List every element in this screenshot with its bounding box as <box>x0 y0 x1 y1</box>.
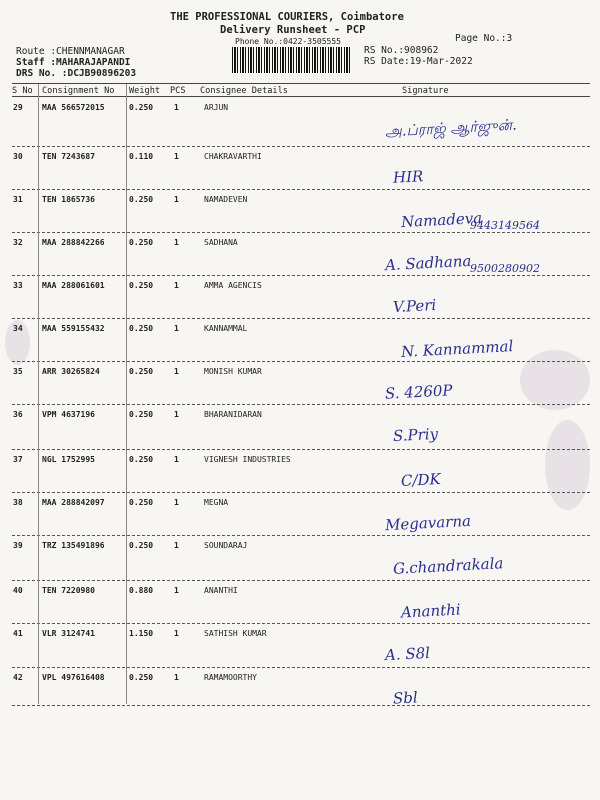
row-consignment: TEN 7220980 <box>42 586 95 595</box>
staff: Staff :MAHARAJAPANDI <box>16 57 131 68</box>
row-sno: 42 <box>13 673 23 682</box>
row-weight: 0.250 <box>129 410 154 419</box>
row-consignee: SOUNDARAJ <box>204 541 248 550</box>
row-sno: 41 <box>13 629 23 638</box>
row-consignee: ANANTHI <box>204 586 238 595</box>
row-signature: G.chandrakala <box>392 554 504 578</box>
header-rule-top <box>12 83 590 84</box>
row-pcs: 1 <box>174 541 179 550</box>
row-consignee: KANNAMMAL <box>204 324 248 333</box>
row-divider <box>12 705 590 706</box>
row-divider <box>12 189 590 190</box>
row-consignment: MAA 559155432 <box>42 324 105 333</box>
row-sno: 32 <box>13 238 23 247</box>
row-weight: 0.250 <box>129 238 154 247</box>
row-divider <box>12 667 590 668</box>
row-signature: HIR <box>392 167 424 187</box>
row-pcs: 1 <box>174 152 179 161</box>
col-divider <box>126 84 127 704</box>
row-consignee: CHAKRAVARTHI <box>204 152 262 161</box>
row-divider <box>12 275 590 276</box>
row-signature-phone: 9443149564 <box>470 219 540 232</box>
row-consignee: SATHISH KUMAR <box>204 629 267 638</box>
row-weight: 0.880 <box>129 586 154 595</box>
route: Route :CHENNMANAGAR <box>16 46 125 57</box>
row-weight: 0.250 <box>129 195 154 204</box>
row-pcs: 1 <box>174 455 179 464</box>
row-pcs: 1 <box>174 324 179 333</box>
col-weight: Weight <box>129 86 161 96</box>
row-signature: Sbl <box>392 688 419 708</box>
row-divider <box>12 232 590 233</box>
row-divider <box>12 318 590 319</box>
row-consignment: MAA 288842097 <box>42 498 105 507</box>
row-pcs: 1 <box>174 586 179 595</box>
col-consignee: Consignee Details <box>200 86 288 96</box>
row-divider <box>12 146 590 147</box>
row-consignee: AMMA AGENCIS <box>204 281 262 290</box>
row-weight: 0.250 <box>129 673 154 682</box>
row-consignee: MONISH KUMAR <box>204 367 262 376</box>
row-consignment: MAA 288842266 <box>42 238 105 247</box>
row-sno: 34 <box>13 324 23 333</box>
row-consignment: TEN 7243687 <box>42 152 95 161</box>
row-signature: A. S8l <box>384 643 431 665</box>
row-consignment: MAA 566572015 <box>42 103 105 112</box>
row-sno: 40 <box>13 586 23 595</box>
row-consignee: MEGNA <box>204 498 229 507</box>
col-sno: S No <box>12 86 33 96</box>
row-signature-phone: 9500280902 <box>470 262 540 275</box>
row-weight: 0.250 <box>129 103 154 112</box>
row-sno: 39 <box>13 541 23 550</box>
row-consignee: NAMADEVEN <box>204 195 248 204</box>
row-weight: 0.250 <box>129 367 154 376</box>
row-weight: 0.250 <box>129 281 154 290</box>
row-sno: 38 <box>13 498 23 507</box>
row-consignment: TEN 1865736 <box>42 195 95 204</box>
row-weight: 0.250 <box>129 498 154 507</box>
row-consignment: VPM 4637196 <box>42 410 95 419</box>
row-signature: A. Sadhana <box>384 251 472 275</box>
col-pcs: PCS <box>170 86 186 96</box>
row-weight: 0.250 <box>129 541 154 550</box>
row-divider <box>12 535 590 536</box>
row-weight: 1.150 <box>129 629 154 638</box>
row-signature: அ.ப்ராஜ் ஆர்ஜுன். <box>384 115 518 141</box>
ink-stain <box>520 350 590 410</box>
row-consignment: ARR 30265824 <box>42 367 100 376</box>
row-pcs: 1 <box>174 498 179 507</box>
row-pcs: 1 <box>174 629 179 638</box>
rs-date: RS Date:19-Mar-2022 <box>364 56 473 67</box>
row-signature: Namadeva <box>400 208 483 232</box>
row-consignment: VPL 497616408 <box>42 673 105 682</box>
row-consignment: VLR 3124741 <box>42 629 95 638</box>
row-sno: 37 <box>13 455 23 464</box>
row-divider <box>12 449 590 450</box>
barcode <box>232 47 352 73</box>
row-signature: Megavarna <box>384 511 472 535</box>
row-sno: 31 <box>13 195 23 204</box>
row-weight: 0.250 <box>129 455 154 464</box>
row-consignment: TRZ 135491896 <box>42 541 105 550</box>
row-sno: 30 <box>13 152 23 161</box>
row-divider <box>12 623 590 624</box>
row-consignee: ARJUN <box>204 103 229 112</box>
row-weight: 0.250 <box>129 324 154 333</box>
row-sno: 29 <box>13 103 23 112</box>
rs-number: RS No.:908962 <box>364 45 439 56</box>
phone-number: Phone No.:0422-3505555 <box>235 37 341 46</box>
row-pcs: 1 <box>174 103 179 112</box>
row-sno: 35 <box>13 367 23 376</box>
col-divider <box>38 84 39 704</box>
page-number: Page No.:3 <box>455 33 513 44</box>
row-divider <box>12 492 590 493</box>
row-weight: 0.110 <box>129 152 154 161</box>
col-consignment: Consignment No <box>42 86 115 96</box>
header-rule-bottom <box>12 96 590 97</box>
row-signature: V.Peri <box>392 295 437 317</box>
company-name: THE PROFESSIONAL COURIERS, Coimbatore <box>170 11 404 23</box>
col-signature: Signature <box>402 86 449 96</box>
row-pcs: 1 <box>174 367 179 376</box>
row-divider <box>12 404 590 405</box>
drs-number: DRS No. :DCJB90896203 <box>16 68 137 79</box>
row-sno: 33 <box>13 281 23 290</box>
row-sno: 36 <box>13 410 23 419</box>
row-pcs: 1 <box>174 281 179 290</box>
row-signature: S. 4260P <box>384 381 453 403</box>
row-signature: Ananthi <box>400 600 462 622</box>
runsheet-title: Delivery Runsheet - PCP <box>220 24 366 36</box>
row-consignee: SADHANA <box>204 238 238 247</box>
row-consignee: BHARANIDARAN <box>204 410 262 419</box>
row-pcs: 1 <box>174 673 179 682</box>
row-divider <box>12 361 590 362</box>
row-consignee: VIGNESH INDUSTRIES <box>204 455 291 464</box>
row-consignment: MAA 288061601 <box>42 281 105 290</box>
row-pcs: 1 <box>174 410 179 419</box>
row-signature: S.Priy <box>392 424 439 446</box>
row-divider <box>12 580 590 581</box>
row-consignee: RAMAMOORTHY <box>204 673 257 682</box>
ink-stain <box>545 420 590 510</box>
row-pcs: 1 <box>174 238 179 247</box>
row-consignment: NGL 1752995 <box>42 455 95 464</box>
row-pcs: 1 <box>174 195 179 204</box>
row-signature: N. Kannammal <box>400 337 514 361</box>
row-signature: C/DK <box>400 469 442 491</box>
